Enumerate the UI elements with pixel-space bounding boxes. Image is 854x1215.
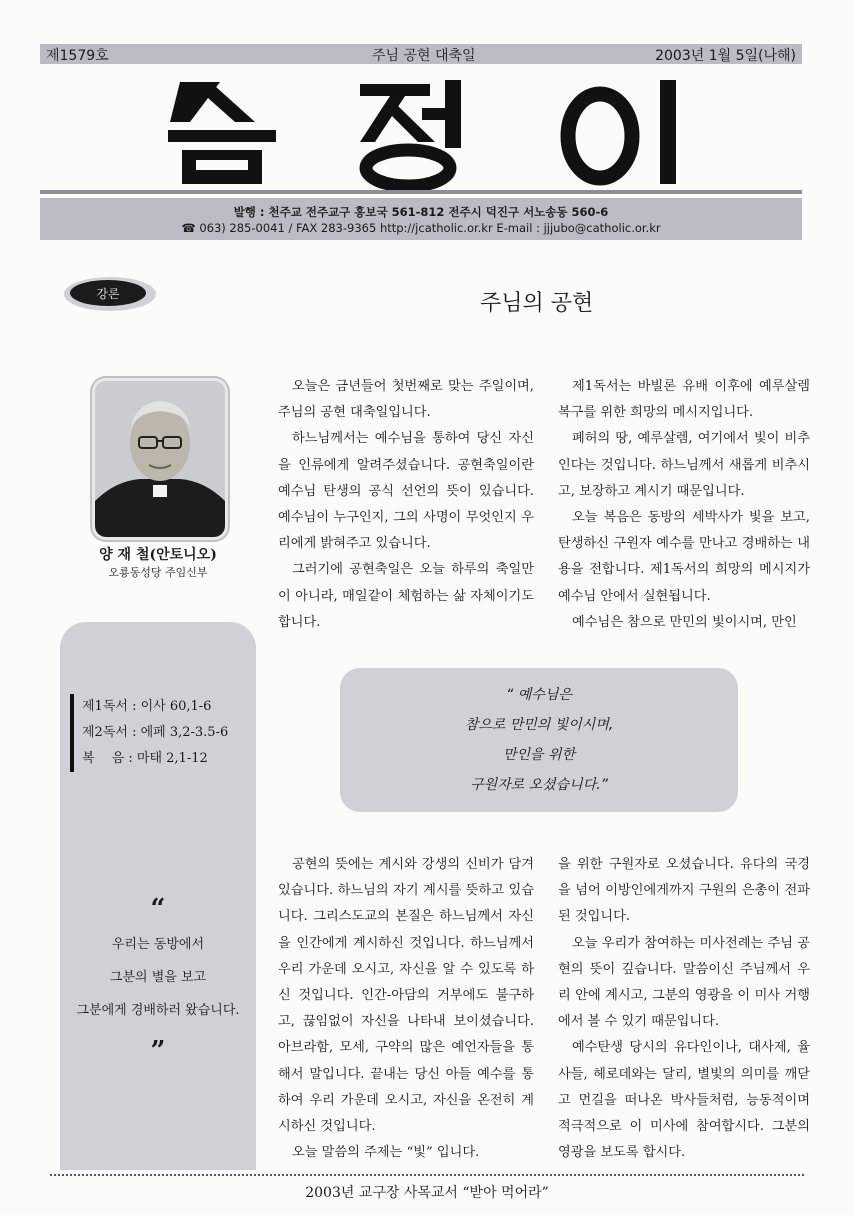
body-column-1 (278, 374, 534, 636)
paragraph: 폐허의 땅, 예루살렘, 여기에서 빛이 비추인다는 것입니다. 하느님께서 새롭게 비추시고, 보장하고 계시기 때문입니다. (558, 431, 810, 499)
pull-quote-line: “ 예수님은 (506, 687, 572, 703)
paragraph: 오늘 말씀의 주제는 “빛” 입니다. (292, 1145, 480, 1161)
body-column-3 (278, 852, 534, 1166)
author-role: 오룡동성당 주임신부 (108, 566, 208, 579)
paragraph: 오늘 우리가 참여하는 미사전례는 주님 공현의 뜻이 깊습니다. 말씀이신 주님께서 우리 안에 계시고, 그분의 영광을 이 미사 거행에서 볼 수 있기 때문입니다. (558, 935, 810, 1030)
author-photo (92, 378, 228, 540)
reading-gospel: 복 음 : 마태 2,1-12 (82, 751, 208, 766)
pull-quote (340, 668, 738, 812)
footer-motto: 2003년 교구장 사목교서 “받아 먹어라” (305, 1185, 549, 1201)
body-column-2 (558, 374, 810, 636)
publisher-contact: ☎ 063) 285-0041 / FAX 283-9365 http://jcatholic.or.kr E-mail : jjjubo@catholic.or.kr (181, 221, 661, 235)
paragraph: 을 위한 구원자로 오셨습니다. 유다의 국경을 넘어 이방인에게까지 구원의 은총이 전파된 것입니다. (558, 857, 810, 925)
pull-quote-line: 구원자로 오셨습니다.” (470, 777, 608, 793)
issue-date: 2003년 1월 5일(나해) (655, 48, 796, 64)
section-badge-label: 강론 (96, 287, 120, 301)
paragraph: 공현의 뜻에는 계시와 강생의 신비가 담겨 있습니다. 하느님의 자기 계시를 뜻하고 있습니다. 그리스도교의 본질은 하느님께서 자신을 인간에게 계시하신 것입니다. 하느님께서 우리 가운데 오시고, 자신을 알 수 있도록 하신 것입니다. 인간-아담의 거부에도 불구하고, 끊임없이 자신을 나타내 보이셨습니다. 아브라함, 모세, 구약의 많은 예언자들을 통해서 말입니다. 끝내는 당신 아들 예수를 통하여 우리 가운데 오시고, 자신을 온전히 계시하신 것입니다. (278, 857, 534, 1135)
top-info-bar (40, 44, 802, 64)
reading-first: 제1독서 : 이사 60,1-6 (82, 699, 212, 714)
pull-quote-line: 만인을 위한 (502, 747, 576, 763)
paragraph: 제1독서는 바빌론 유배 이후에 예루살렘 복구를 위한 희망의 메시지입니다. (558, 379, 810, 421)
sidebar-panel (60, 622, 256, 1170)
quote-close-mark: ” (150, 1036, 166, 1066)
quote-open-mark: “ (150, 894, 166, 924)
sidebar-quote-line: 그분에게 경배하러 왔습니다. (76, 1003, 240, 1018)
pull-quote-line: 참으로 만민의 빛이시며, (464, 717, 614, 733)
publisher-address: 발행 : 천주교 전주교구 홍보국 561-812 전주시 덕진구 서노송동 560-6 (233, 205, 609, 219)
footer-rule (50, 1174, 804, 1176)
body-column-4 (558, 852, 810, 1166)
paragraph: 그러기에 공현축일은 오늘 하루의 축일만이 아니라, 매일같이 체험하는 삶 자체이기도 합니다. (278, 562, 534, 630)
article-title: 주님의 공현 (480, 291, 594, 316)
paragraph: 하느님께서는 예수님을 통하여 당신 자신을 인류에게 알려주셨습니다. 공현축일이란 예수님 탄생의 공식 선언의 뜻이 있습니다. 예수님이 누구인지, 그의 사명이 무엇인지 우리에게 밝혀주고 있습니다. (278, 431, 534, 552)
author-portrait-image (95, 381, 225, 537)
readings-list (70, 694, 228, 772)
sidebar-quote (60, 928, 256, 1027)
paragraph: 오늘은 금년들어 첫번째로 맞는 주일이며, 주님의 공현 대축일입니다. (278, 379, 534, 421)
author-name: 양 재 철(안토니오) (99, 547, 217, 563)
masthead-rule (40, 190, 802, 194)
paragraph: 예수님은 참으로 만민의 빛이시며, 만인 (572, 614, 797, 630)
sidebar-quote-line: 우리는 동방에서 (111, 937, 205, 952)
section-badge (62, 273, 162, 315)
liturgical-occasion: 주님 공현 대축일 (372, 48, 476, 64)
paragraph: 오늘 복음은 동방의 세박사가 빛을 보고, 탄생하신 구원자 예수를 만나고 경배하는 내용을 전합니다. 제1독서의 희망의 메시지가 예수님 안에서 실현됩니다. (558, 510, 810, 604)
paragraph: 예수탄생 당시의 유다인이나, 대사제, 율사들, 헤로데와는 달리, 별빛의 의미를 깨닫고 먼길을 떠나온 박사들처럼, 능동적이며 적극적으로 이 미사에 참여합시다. 그분의 영광을 보도록 합시다. (558, 1040, 810, 1161)
issue-number: 제1579호 (46, 48, 109, 64)
publisher-bar (40, 198, 802, 240)
sidebar-quote-line: 그분의 별을 보고 (109, 970, 207, 985)
reading-second: 제2독서 : 에페 3,2-3.5-6 (82, 725, 229, 740)
masthead-logo (160, 72, 700, 192)
